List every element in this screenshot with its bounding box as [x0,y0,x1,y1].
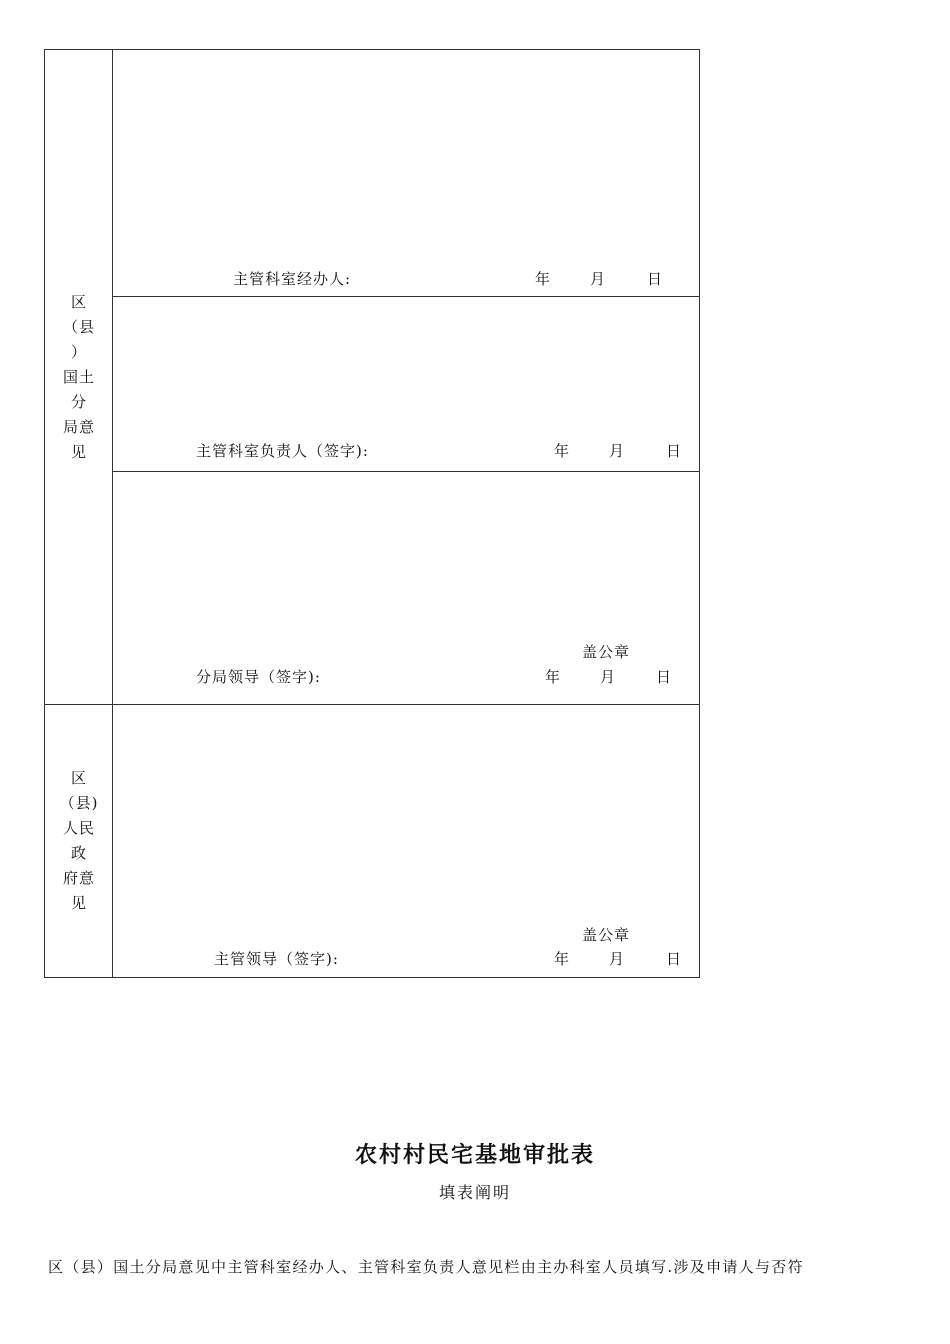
label-column-divider [112,49,113,978]
handler-signature-label: 主管科室经办人: [233,270,352,288]
table-top-border [44,49,700,50]
instructions-heading: 填表阐明 [438,1183,511,1202]
label-line: 区 [70,293,87,311]
row2-day: 日 [666,442,683,460]
row3-day: 日 [656,668,673,686]
label-line: 区 [70,769,87,787]
label-line: 政 [70,844,87,862]
gov-day: 日 [666,950,683,968]
row3-month: 月 [600,668,617,686]
label-line: 府意 [62,869,95,887]
label-line: 人民 [62,819,95,837]
row2-month: 月 [609,442,626,460]
head-signature-label: 主管科室负责人（签字): [196,442,369,460]
form-title: 农村村民宅基地审批表 [354,1142,595,1168]
row-divider-1 [112,296,700,297]
row1-month: 月 [590,270,607,288]
gov-year: 年 [554,950,571,968]
row-divider-2 [112,471,700,472]
label-line: 局意 [62,418,95,436]
label-line: （县) [59,794,99,812]
gov-seal-note: 盖公章 [582,926,631,944]
county-government-label [56,766,102,916]
label-line: 见 [70,894,87,912]
label-line: 见 [70,443,87,461]
row1-year: 年 [535,270,552,288]
land-bureau-label [56,290,102,465]
instructions-paragraph: 区（县）国土分局意见中主管科室经办人、主管科室负责人意见栏由主办科室人员填写.涉及申请人与否符 [48,1258,804,1276]
row3-year: 年 [545,668,562,686]
row2-year: 年 [554,442,571,460]
table-bottom-border [44,977,700,978]
table-left-border [44,49,45,978]
label-line: 分 [70,393,87,411]
label-line: （县 [62,318,95,336]
table-right-border [699,49,700,978]
label-line: 国土 [62,368,95,386]
row3-seal-note: 盖公章 [582,643,631,661]
gov-month: 月 [609,950,626,968]
section-divider [44,704,700,705]
branch-leader-signature-label: 分局领导（签字): [196,668,321,686]
gov-leader-signature-label: 主管领导（签字): [214,950,339,968]
row1-day: 日 [647,270,664,288]
label-line: ） [70,343,87,361]
